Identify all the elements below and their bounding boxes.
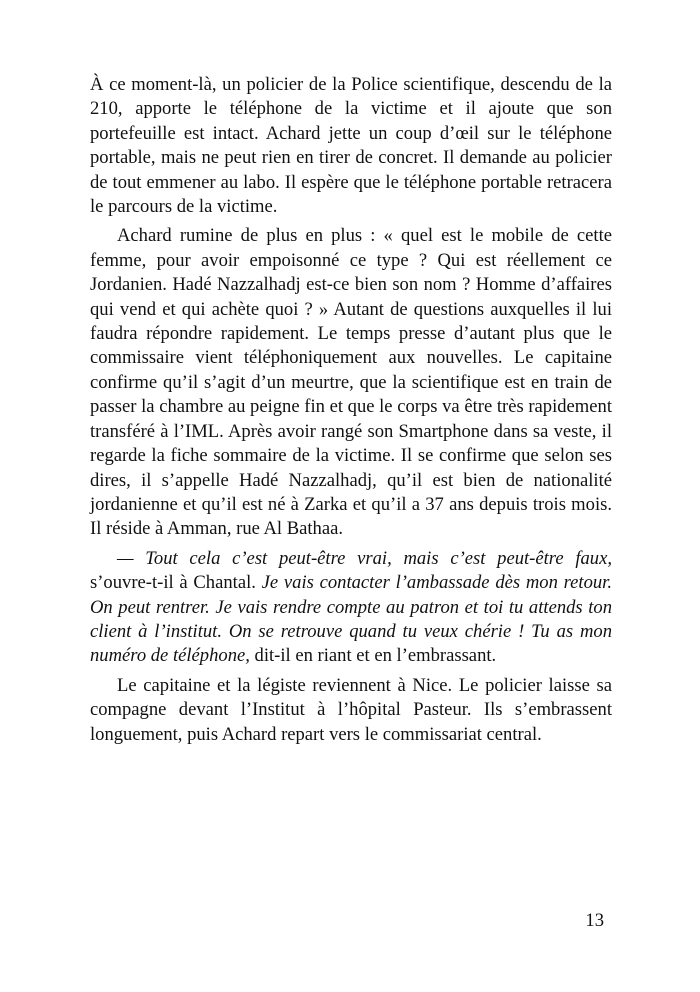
- body-text: [90, 73, 612, 752]
- paragraph-2: Achard rumine de plus en plus : « quel est le mobile de cette femme, pour avoir empoisonné ce type ? Qui est réellement ce Jordanien. Hadé Nazzalhadj est-ce bien son nom ? Homme d’affaires qui vend et qui achète quoi ? » Autant de questions auxquelles il lui faudra répondre rapidement. Le temps presse d’autant plus que le commissaire vient téléphoniquement aux nouvelles. Le capitaine confirme qu’il s’agit d’un meurtre, que la scientifique est en train de passer la chambre au peigne fin et que le corps va être très rapidement transféré à l’IML. Après avoir rangé son Smartphone dans sa veste, il regarde la fiche sommaire de la victime. Il se confirme que selon ses dires, il s’appelle Hadé Nazzalhadj, qu’il est bien de nationalité jordanienne et qu’il est né à Zarka et qu’il a 37 ans depuis trois mois. Il réside à Amman, rue Al Bathaa.: [90, 225, 612, 540]
- dialogue-roman-2: dit-il en riant et en l’embrassant.: [249, 645, 497, 667]
- dialogue-italic-2: Je vais contacter l’ambassade dès mon retour. On peut rentrer. Je vais rendre compte au patron et toi tu attends ton client à l’institut. On se retrouve quand tu veux chérie ! Tu as mon numéro de téléphone,: [90, 572, 613, 667]
- dialogue-italic-1: — Tout cela c’est peut-être vrai, mais c’est peut-être faux,: [117, 547, 612, 569]
- paragraph-3: [90, 547, 612, 669]
- page-number: 13: [585, 910, 604, 931]
- dialogue-roman-1: s’ouvre-t-il à Chantal.: [90, 572, 262, 594]
- paragraph-4: Le capitaine et la légiste reviennent à Nice. Le policier laisse sa compagne devant l’Institut à l’hôpital Pasteur. Ils s’embrassent longuement, puis Achard repart vers le commissariat central.: [90, 674, 612, 745]
- paragraph-1: À ce moment-là, un policier de la Police scientifique, descendu de la 210, apporte le téléphone de la victime et il ajoute que son portefeuille est intact. Achard jette un coup d’œil sur le téléphone portable, mais ne peut rien en tirer de concret. Il demande au policier de tout emmener au labo. Il espère que le téléphone portable retracera le parcours de la victime.: [90, 74, 612, 218]
